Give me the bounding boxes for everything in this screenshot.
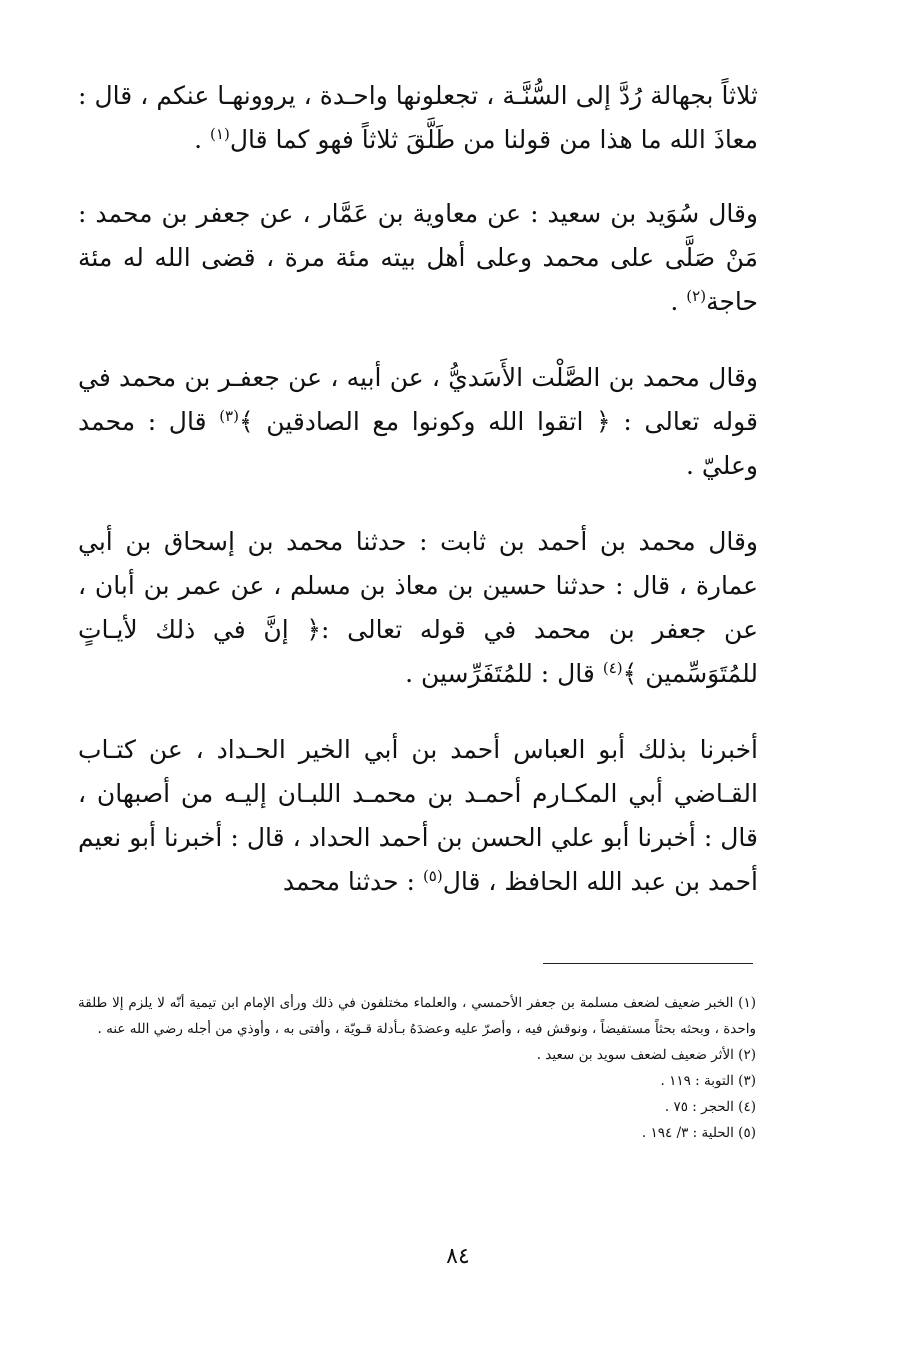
footnote-3: (٣) التوبة : ١١٩ . [660, 1073, 756, 1089]
paragraph-tail: : حدثنا محمد [282, 867, 423, 896]
paragraph-1 [78, 74, 758, 162]
footnote-ref[interactable]: (٣) [219, 407, 239, 425]
footnote-ref[interactable]: (٢) [686, 287, 707, 305]
footnote-5: (٥) الحلية : ٣/ ١٩٤ . [641, 1125, 756, 1141]
footnote-ref[interactable]: (١) [210, 125, 230, 143]
footnote-ref[interactable]: (٤) [602, 659, 623, 677]
main-text [78, 74, 758, 904]
footnote-divider [543, 963, 753, 964]
paragraph-text: وقال محمد بن الصَّلْت الأَسَديُّ ، عن أبيه ، عن جعفـر بن محمد في قوله تعالى : ﴿ اتقوا الله وكونوا مع الصادقين ﴾ [78, 363, 758, 436]
footnote-2: (٢) الأثر ضعيف لضعف سويد بن سعيد . [536, 1047, 756, 1063]
paragraph-4 [78, 520, 758, 696]
footnote-ref[interactable]: (٥) [422, 867, 443, 885]
paragraph-3 [78, 356, 758, 488]
footnote-1: (١) الخبر ضعيف لضعف مسلمة بن جعفر الأحمسي ، والعلماء مختلفون في ذلك ورأى الإمام ابن تيمية أنّه لا يلزم إلا طلقة واحدة ، وبحثه بحثاً مستفيضاً ، ونوقش فيه ، وأصرّ عليه وعضدَهُ بـأدلة قـويّة ، وأفتى به ، وأوذي من أجله رضي الله عنه . [78, 995, 756, 1037]
paragraph-text: ثلاثاً بجهالة رُدَّ إلى السُّنَّـة ، تجعلونها واحـدة ، يروونهـا عنكم ، قال : معاذَ الله ما هذا من قولنا من طَلَّقَ ثلاثاً فهو كما قال [78, 81, 758, 154]
paragraph-5 [78, 728, 758, 904]
paragraph-text: أخبرنا بذلك أبو العباس أحمد بن أبي الخير الحـداد ، عن كتـاب القـاضي أبي المكـارم أحمـد بن محمـد اللبـان إليـه من أصبهان ، قال : أخبرنا أبو علي الحسن بن أحمد الحداد ، قال : أخبرنا أبو نعيم أحمد بن عبد الله الحافظ ، قال [78, 735, 758, 896]
footnote-4: (٤) الحجر : ٧٥ . [664, 1099, 756, 1115]
paragraph-2 [78, 192, 758, 324]
paragraph-tail: . [670, 287, 687, 316]
paragraph-text: وقال محمد بن أحمد بن ثابت : حدثنا محمد بن إسحاق بن أبي عمارة ، قال : حدثنا حسين بن معاذ بن مسلم ، عن عمر بن أبان ، عن جعفر بن محمد في قوله تعالى :﴿ إنَّ في ذلك لأيـاتٍ للمُتَوَسِّمين ﴾ [78, 527, 758, 688]
paragraph-tail: قال : محمد وعليّ . [78, 407, 758, 480]
footnotes [78, 990, 756, 1146]
paragraph-tail: . [194, 125, 211, 154]
paragraph-text: وقال سُوَيد بن سعيد : عن معاوية بن عَمَّار ، عن جعفر بن محمد : مَنْ صَلَّى على محمد وعلى أهل بيته مئة مرة ، قضى الله له مئة حاجة [78, 199, 758, 316]
page-number: ٨٤ [446, 1244, 470, 1269]
paragraph-tail: قال : للمُتَفَرِّسين . [405, 659, 603, 688]
